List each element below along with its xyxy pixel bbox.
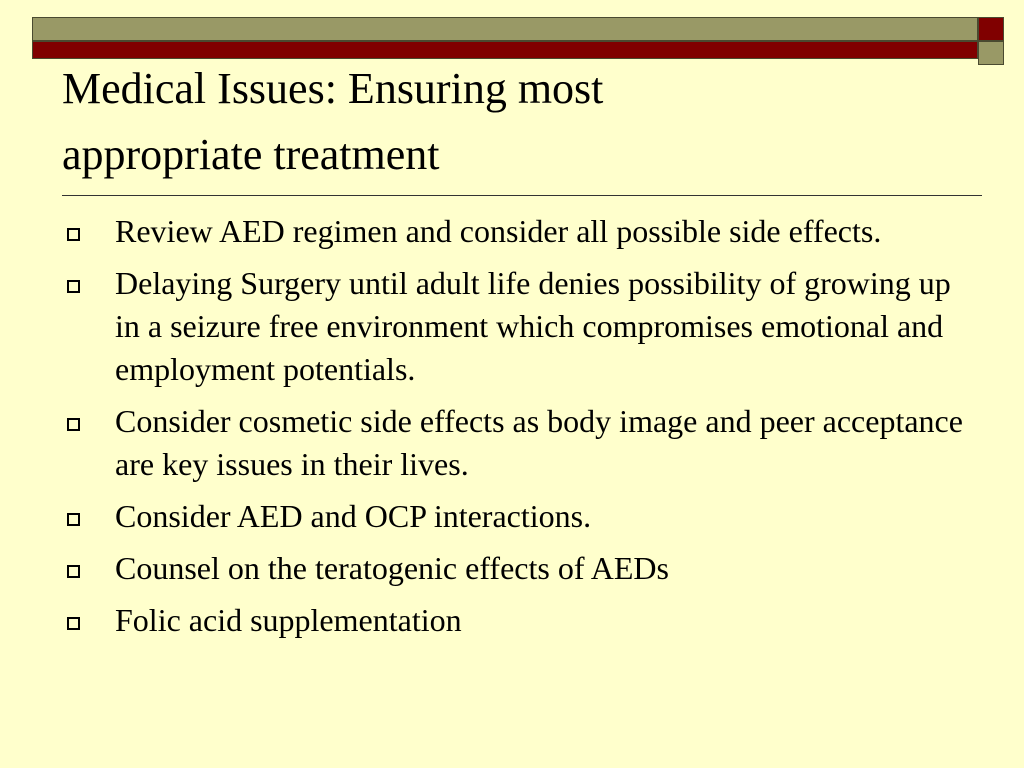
bullet-text: Consider cosmetic side effects as body image and peer acceptance are key issues in their lives. [115,403,963,482]
bullet-item [0,262,1024,391]
title-divider [62,195,982,196]
bullet-item [0,400,1024,486]
header-band-olive [32,17,978,41]
bullet-list [0,210,1024,651]
hollow-square-icon [67,617,80,630]
hollow-square-icon [67,565,80,578]
bullet-text: Counsel on the teratogenic effects of AEDs [115,550,669,586]
bullet-text: Consider AED and OCP interactions. [115,498,592,534]
bullet-item [0,547,1024,590]
bullet-text: Review AED regimen and consider all possible side effects. [115,213,882,249]
bullet-item [0,599,1024,642]
corner-block-maroon [978,17,1004,41]
hollow-square-icon [67,228,80,241]
hollow-square-icon [67,280,80,293]
hollow-square-icon [67,418,80,431]
slide-title-line-2: appropriate treatment [62,130,440,179]
bullet-item [0,495,1024,538]
slide-title [62,56,992,188]
bullet-item [0,210,1024,253]
slide-title-line-1: Medical Issues: Ensuring most [62,64,604,113]
hollow-square-icon [67,513,80,526]
bullet-text: Delaying Surgery until adult life denies possibility of growing up in a seizure free environment which compromises emotional and employment potentials. [115,265,951,387]
bullet-text: Folic acid supplementation [115,602,462,638]
